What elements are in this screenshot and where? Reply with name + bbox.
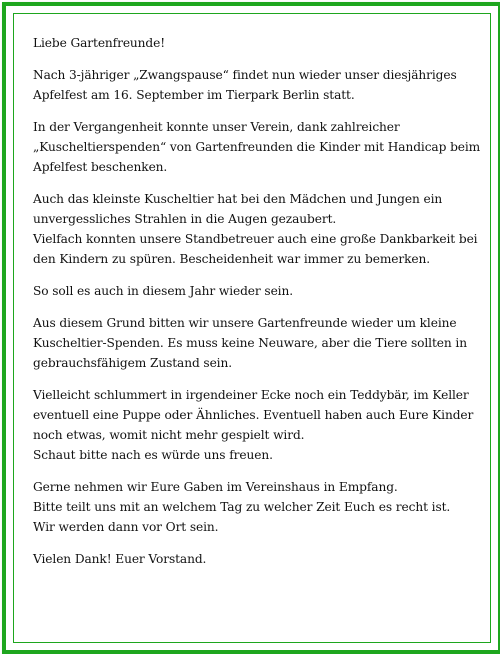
text-line: Auch das kleinste Kuscheltier hat bei den Mädchen und Jungen ein <box>33 192 443 206</box>
paragraph-donation-request <box>33 313 473 373</box>
paragraph-past-donations <box>33 117 481 177</box>
text-line: noch etwas, womit nicht mehr gespielt wird. <box>33 428 305 442</box>
text-line: „Kuscheltierspenden“ von Gartenfreunden die Kinder mit Handicap beim <box>33 140 481 154</box>
text-line: Apfelfest am 16. September im Tierpark Berlin statt. <box>33 88 355 102</box>
text-line: Schaut bitte nach es würde uns freuen. <box>33 448 273 462</box>
text-line: Aus diesem Grund bitten wir unsere Gartenfreunde wieder um kleine <box>33 316 457 330</box>
text-line: den Kindern zu spüren. Bescheidenheit war immer zu bemerken. <box>33 252 431 266</box>
text-line: gebrauchsfähigem Zustand sein. <box>33 356 233 370</box>
text-line: Nach 3-jähriger „Zwangspause“ findet nun wieder unser diesjähriges <box>33 68 457 82</box>
closing <box>33 549 473 569</box>
paragraph-apfelfest-announcement <box>33 65 473 105</box>
text-line: Gerne nehmen wir Eure Gaben im Vereinshaus in Empfang. <box>33 480 398 494</box>
text-line: Vielfach konnten unsere Standbetreuer auch eine große Dankbarkeit bei <box>33 232 478 246</box>
paragraph-drop-off <box>33 477 473 537</box>
text-line: Wir werden dann vor Ort sein. <box>33 520 219 534</box>
text-line: Kuscheltier-Spenden. Es muss keine Neuware, aber die Tiere sollten in <box>33 336 467 350</box>
paragraph-this-year <box>33 281 473 301</box>
text-line: eventuell eine Puppe oder Ähnliches. Eventuell haben auch Eure Kinder <box>33 408 474 422</box>
text-line: In der Vergangenheit konnte unser Verein, dank zahlreicher <box>33 120 400 134</box>
text-line: Vielleicht schlummert in irgendeiner Ecke noch ein Teddybär, im Keller <box>33 388 469 402</box>
text-line: Apfelfest beschenken. <box>33 160 168 174</box>
closing-line: Vielen Dank! Euer Vorstand. <box>33 552 207 566</box>
paragraph-children-joy <box>33 189 478 269</box>
letter-body <box>33 33 481 581</box>
greeting <box>33 33 473 53</box>
text-line: unvergessliches Strahlen in die Augen gezaubert. <box>33 212 337 226</box>
text-line: So soll es auch in diesem Jahr wieder sein. <box>33 284 294 298</box>
greeting-line: Liebe Gartenfreunde! <box>33 36 166 50</box>
paragraph-teddy-suggestion <box>33 385 473 465</box>
text-line: Bitte teilt uns mit an welchem Tag zu welcher Zeit Euch es recht ist. <box>33 500 451 514</box>
